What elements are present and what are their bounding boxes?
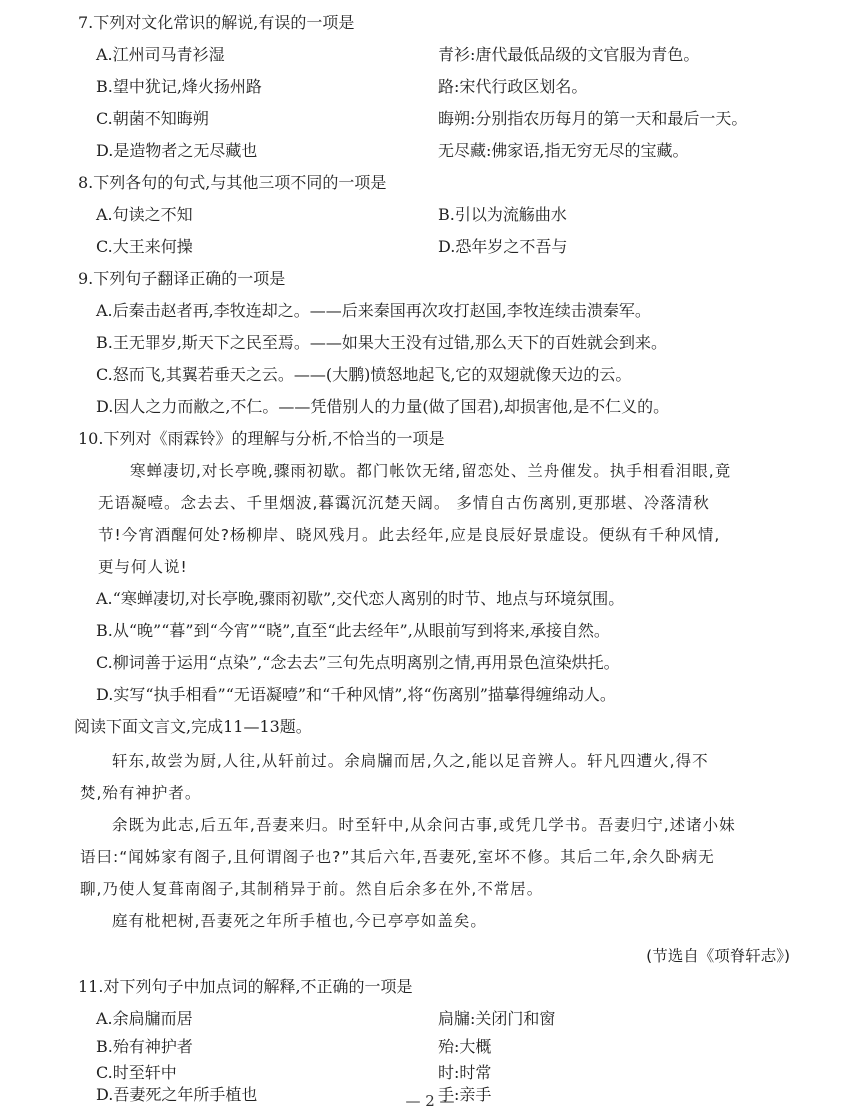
q7-option-c	[96, 108, 860, 130]
q11-option-c-text: C.时至轩中	[96, 1063, 177, 1082]
q7-option-c-text: C.朝菌不知晦朔	[96, 109, 209, 128]
q7-option-d-text: D.是造物者之无尽藏也	[96, 141, 258, 160]
q7-option-d-note: 无尽藏:佛家语,指无穷无尽的宝藏。	[438, 141, 689, 160]
poem-line: 节!今宵酒醒何处?杨柳岸、晓风残月。此去经年,应是良辰好景虚设。便纵有千种风情,	[98, 526, 721, 544]
q8-option-b: B.引以为流觞曲水	[438, 205, 567, 224]
page-number: — 2 —	[405, 1092, 455, 1110]
q7-option-c-note: 晦朔:分别指农历每月的第一天和最后一天。	[438, 109, 748, 128]
q11-option-c-note: 时:时常	[438, 1063, 492, 1082]
q7-option-b	[96, 76, 860, 98]
q11-option-a-text: A.余扃牖而居	[96, 1009, 193, 1028]
q7-option-b-text: B.望中犹记,烽火扬州路	[96, 77, 262, 96]
q11-option-b-text: B.殆有神护者	[96, 1037, 193, 1056]
q7-option-a-text: A.江州司马青衫湿	[96, 45, 225, 64]
q7-stem: 7.下列对文化常识的解说,有误的一项是	[78, 13, 355, 32]
q10-option-a: A.“寒蝉凄切,对长亭晚,骤雨初歇”,交代恋人离别的时节、地点与环境氛围。	[96, 589, 625, 608]
poem-line: 无语凝噎。念去去、千里烟波,暮霭沉沉楚天阔。 多情自古伤离别,更那堪、冷落清秋	[98, 494, 710, 512]
passage-line: 轩东,故尝为厨,人往,从轩前过。余扃牖而居,久之,能以足音辨人。轩凡四遭火,得不	[112, 752, 709, 770]
q11-option-d-text: D.吾妻死之年所手植也	[96, 1085, 258, 1104]
q8-option-d: D.恐年岁之不吾与	[438, 237, 568, 256]
q11-option-a	[96, 1008, 860, 1030]
q9-option-c: C.怒而飞,其翼若垂天之云。——(大鹏)愤怒地起飞,它的双翅就像天边的云。	[96, 365, 632, 384]
q9-stem: 9.下列句子翻译正确的一项是	[78, 269, 286, 288]
passage-intro: 阅读下面文言文,完成11—13题。	[74, 717, 312, 736]
q10-stem: 10.下列对《雨霖铃》的理解与分析,不恰当的一项是	[78, 429, 445, 448]
passage-line: 聊,乃使人复葺南阁子,其制稍异于前。然自后余多在外,不常居。	[80, 880, 544, 898]
q11-option-c	[96, 1062, 860, 1084]
passage-line: 语曰:“闻姊家有阁子,且何谓阁子也?”其后六年,吾妻死,室坏不修。其后二年,余久卧病无	[80, 848, 715, 866]
passage-source: (节选自《项脊轩志》)	[646, 947, 790, 965]
q11-stem: 11.对下列句子中加点词的解释,不正确的一项是	[78, 977, 413, 996]
poem-line: 寒蝉凄切,对长亭晚,骤雨初歇。都门帐饮无绪,留恋处、兰舟催发。执手相看泪眼,竟	[130, 462, 732, 480]
q7-option-a	[96, 44, 860, 66]
q9-option-a: A.后秦击赵者再,李牧连却之。——后来秦国再次攻打赵国,李牧连续击溃秦军。	[96, 301, 651, 320]
q8-options-row1	[96, 204, 860, 226]
q10-option-d: D.实写“执手相看”“无语凝噎”和“千种风情”,将“伤离别”描摹得缠绵动人。	[96, 685, 616, 704]
q10-option-c: C.柳词善于运用“点染”,“念去去”三句先点明离别之情,再用景色渲染烘托。	[96, 653, 620, 672]
q8-options-row2	[96, 236, 860, 258]
q9-option-d: D.因人之力而敝之,不仁。——凭借别人的力量(做了国君),却损害他,是不仁义的。	[96, 397, 670, 416]
passage-line: 庭有枇杷树,吾妻死之年所手植也,今已亭亭如盖矣。	[112, 912, 487, 930]
q7-option-a-note: 青衫:唐代最低品级的文官服为青色。	[438, 45, 700, 64]
q11-option-d-note: 手:亲手	[438, 1085, 492, 1104]
q11-option-b-note: 殆:大概	[438, 1037, 492, 1056]
poem-line: 更与何人说!	[98, 558, 188, 576]
q10-option-b: B.从“晚”“暮”到“今宵”“晓”,直至“此去经年”,从眼前写到将来,承接自然。	[96, 621, 610, 640]
passage-line: 余既为此志,后五年,吾妻来归。时至轩中,从余问古事,或凭几学书。吾妻归宁,述诸小妹	[112, 816, 736, 834]
q11-option-a-note: 扃牖:关闭门和窗	[438, 1009, 556, 1028]
q8-option-a: A.句读之不知	[96, 205, 193, 224]
q11-option-b	[96, 1036, 860, 1058]
q7-option-d	[96, 140, 860, 162]
q8-option-c: C.大王来何操	[96, 237, 193, 256]
q9-option-b: B.王无罪岁,斯天下之民至焉。——如果大王没有过错,那么天下的百姓就会到来。	[96, 333, 668, 352]
passage-line: 焚,殆有神护者。	[80, 784, 202, 802]
q8-stem: 8.下列各句的句式,与其他三项不同的一项是	[78, 173, 387, 192]
q7-option-b-note: 路:宋代行政区划名。	[438, 77, 588, 96]
